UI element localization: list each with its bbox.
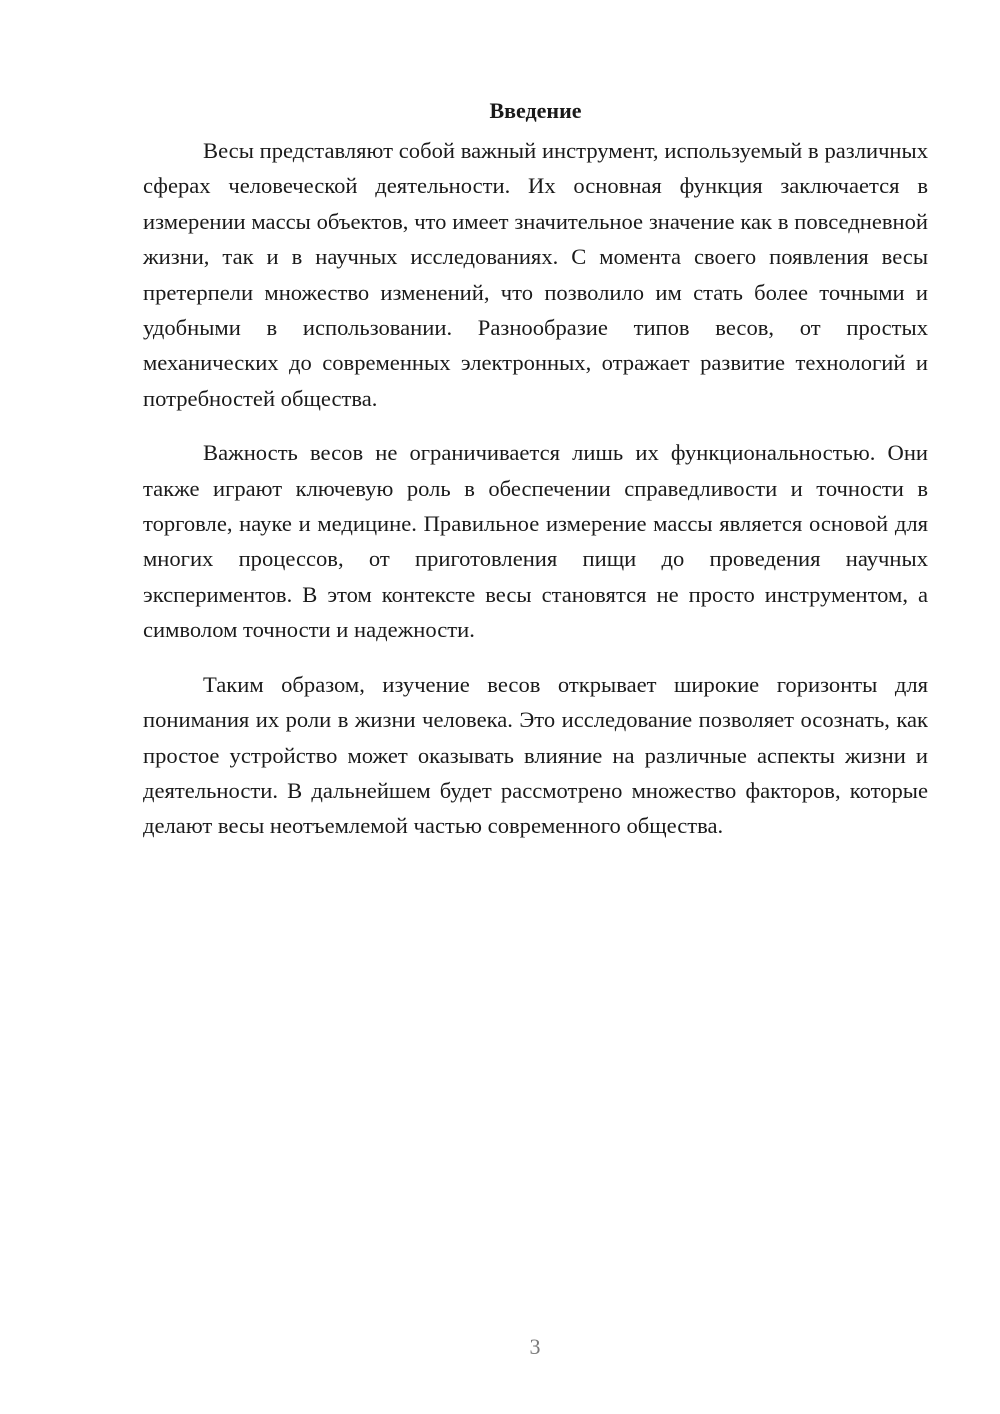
page-content (143, 96, 928, 863)
page-number: 3 (529, 1334, 541, 1359)
paragraph-2: Важность весов не ограничивается лишь их функциональностью. Они также играют ключевую роль в обеспечении справедливости и точности в торговле, науке и медицине. Правильное измерение массы является основой для многих процессов, от приготовления пищи до проведения научных экспериментов. В этом контексте весы становятся не просто инструментом, а символом точности и надежности. (143, 440, 928, 643)
paragraph-1: Весы представляют собой важный инструмент, используемый в различных сферах человеческой деятельности. Их основная функция заключается в измерении массы объектов, что имеет значительное значение как в повседневной жизни, так и в научных исследованиях. С момента своего появления весы претерпели множество изменений, что позволило им стать более точными и удобными в использовании. Разнообразие типов весов, от простых механических до современных электронных, отражает развитие технологий и потребностей общества. (143, 138, 928, 411)
paragraph-3: Таким образом, изучение весов открывает широкие горизонты для понимания их роли в жизни человека. Это исследование позволяет осознать, как простое устройство может оказывать влияние на различные аспекты жизни и деятельности. В дальнейшем будет рассмотрено множество факторов, которые делают весы неотъемлемой частью современного общества. (143, 671, 928, 839)
section-heading: Введение (489, 98, 582, 123)
